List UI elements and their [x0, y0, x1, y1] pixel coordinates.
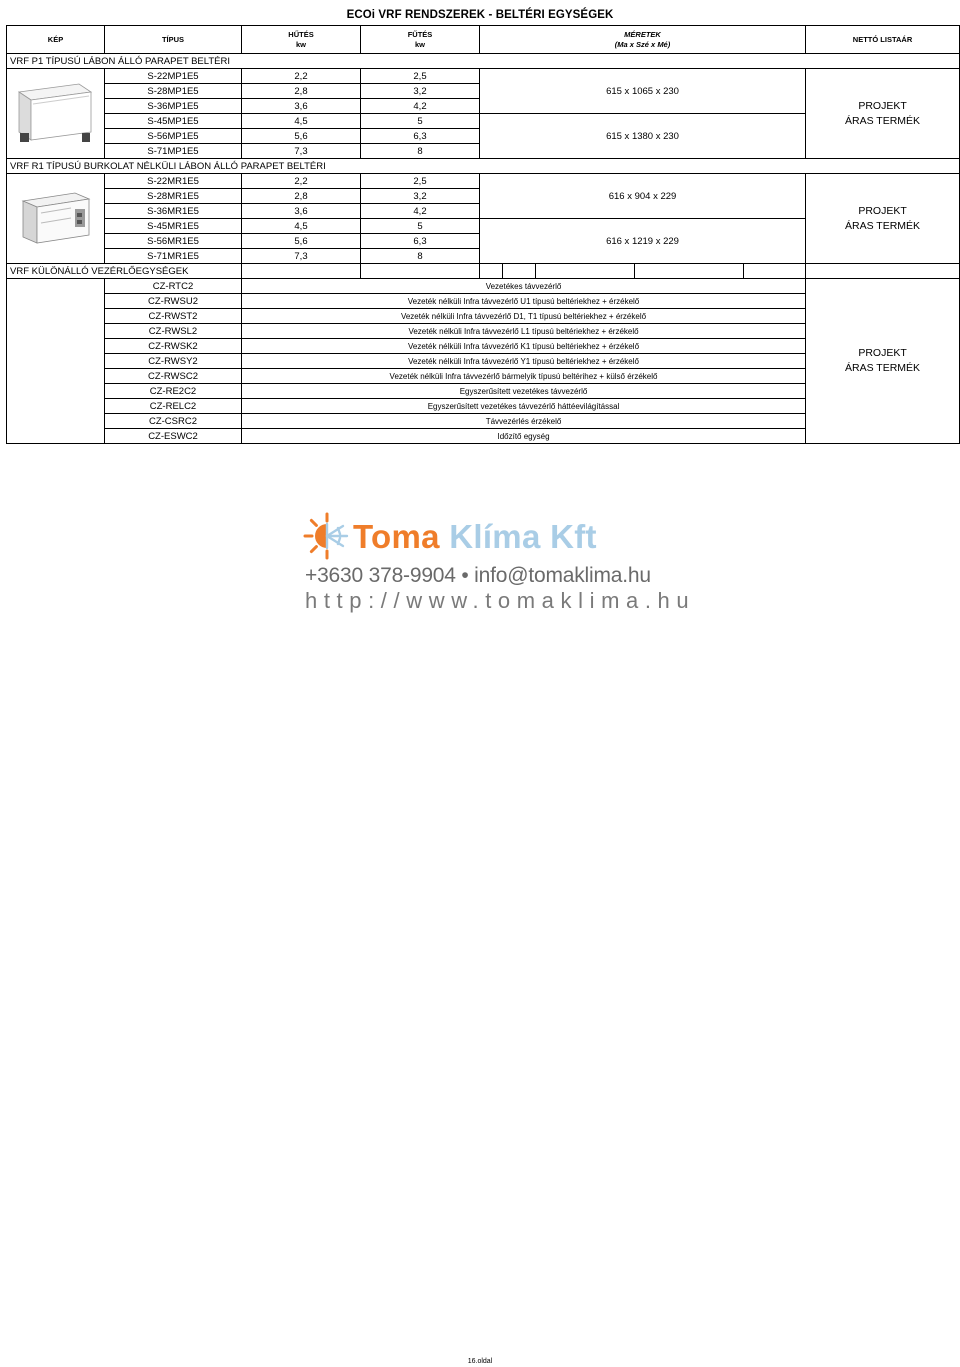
size-cell: 616 x 904 x 229 — [480, 189, 806, 204]
header-cooling: HŰTÉS kw — [242, 26, 361, 54]
company-contact: +3630 378-9904 • info@tomaklima.hu — [305, 564, 651, 587]
r1-unit-image — [7, 174, 105, 264]
section-title-row — [7, 159, 960, 174]
table-row: S-45MR1E5 4,5 5 — [7, 219, 960, 234]
page-number: 16.oldal — [467, 1358, 493, 1365]
table-row: CZ-RE2C2 Egyszerűsített vezetékes távvezérlő — [7, 384, 960, 399]
header-row — [7, 26, 960, 54]
table-row: S-71MP1E5 7,3 8 — [7, 144, 960, 159]
section-title-row — [7, 264, 960, 279]
table-row: S-28MP1E5 2,8 3,2 615 x 1065 x 230 — [7, 84, 960, 99]
header-type: TÍPUS — [105, 26, 242, 54]
table-row: CZ-RTC2 Vezetékes távvezérlő PROJEKT ÁRAS TERMÉK — [7, 279, 960, 294]
company-url: http://www.tomaklima.hu — [305, 588, 696, 613]
table-row: CZ-ESWC2 Időzítő egység — [7, 429, 960, 444]
section-title: VRF KÜLÖNÁLLÓ VEZÉRLŐEGYSÉGEK — [7, 264, 242, 279]
company-name: Toma Klíma Kft — [353, 518, 597, 555]
page-title: ECOi VRF RENDSZEREK - BELTÉRI EGYSÉGEK — [346, 9, 614, 21]
section-title-row — [7, 54, 960, 69]
r1-price: PROJEKT ÁRAS TERMÉK — [806, 174, 960, 264]
size-cell: 615 x 1380 x 230 — [480, 129, 806, 144]
section-title: VRF R1 TÍPUSÚ BURKOLAT NÉLKÜLI LÁBON ÁLLÓ PARAPET BELTÉRI — [7, 159, 480, 174]
table-row: S-71MR1E5 7,3 8 — [7, 249, 960, 264]
table-row: S-28MR1E5 2,8 3,2 616 x 904 x 229 — [7, 189, 960, 204]
header-heating: FŰTÉS kw — [361, 26, 480, 54]
table-row: CZ-RWST2 Vezeték nélküli Infra távvezérlő D1, T1 típusú beltériekhez + érzékelő — [7, 309, 960, 324]
controls-price: PROJEKT ÁRAS TERMÉK — [806, 279, 960, 444]
table-row: S-56MP1E5 5,6 6,3 615 x 1380 x 230 — [7, 129, 960, 144]
price-table — [6, 25, 960, 444]
table-row: S-22MR1E5 2,2 2,5 PROJEKT ÁRAS TERMÉK — [7, 174, 960, 189]
table-row: CZ-RELC2 Egyszerűsített vezetékes távvezérlő háttéevilágítással — [7, 399, 960, 414]
size-cell: 615 x 1065 x 230 — [480, 84, 806, 99]
size-cell: 616 x 1219 x 229 — [480, 234, 806, 249]
table-row: S-36MR1E5 3,6 4,2 — [7, 204, 960, 219]
table-row: S-22MP1E5 2,2 2,5 PROJEKT ÁRAS TERMÉK — [7, 69, 960, 84]
table-row: S-45MP1E5 4,5 5 — [7, 114, 960, 129]
section-title: VRF P1 TÍPUSÚ LÁBON ÁLLÓ PARAPET BELTÉRI — [7, 54, 480, 69]
header-sizes: MÉRETEK (Ma x Szé x Mé) — [480, 26, 806, 54]
header-price: NETTÓ LISTAÁR — [806, 26, 960, 54]
table-row: CZ-RWSK2 Vezeték nélküli Infra távvezérlő K1 típusú beltériekhez + érzékelő — [7, 339, 960, 354]
p1-unit-image — [7, 69, 105, 159]
table-row: CZ-RWSU2 Vezeték nélküli Infra távvezérlő U1 típusú beltériekhez + érzékelő — [7, 294, 960, 309]
company-logo — [303, 512, 696, 613]
parapet-unit-image — [13, 78, 99, 150]
table-row: CZ-CSRC2 Távvezérlés érzékelő — [7, 414, 960, 429]
table-row: S-36MP1E5 3,6 4,2 — [7, 99, 960, 114]
table-row: S-56MR1E5 5,6 6,3 616 x 1219 x 229 — [7, 234, 960, 249]
header-image: KÉP — [7, 26, 105, 54]
table-row: CZ-RWSY2 Vezeték nélküli Infra távvezérlő Y1 típusú beltériekhez + érzékelő — [7, 354, 960, 369]
table-row: CZ-RWSL2 Vezeték nélküli Infra távvezérlő L1 típusú beltériekhez + érzékelő — [7, 324, 960, 339]
chassis-unit-image — [13, 183, 99, 255]
sun-snowflake-icon — [303, 512, 351, 560]
p1-price: PROJEKT ÁRAS TERMÉK — [806, 69, 960, 159]
table-row: CZ-RWSC2 Vezeték nélküli Infra távvezérlő bármelyik típusú beltérihez + külső érzékelő — [7, 369, 960, 384]
